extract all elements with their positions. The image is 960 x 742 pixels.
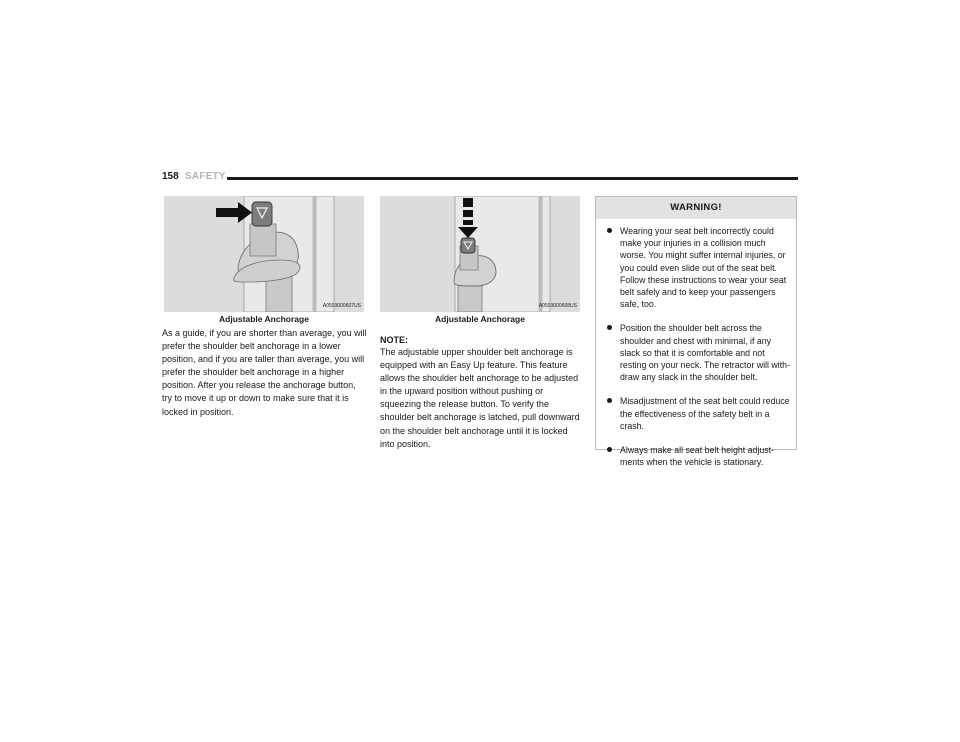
- header-rule: [227, 177, 798, 180]
- figure-caption: Adjustable Anchorage: [219, 314, 309, 324]
- page-header: [162, 170, 798, 186]
- warning-item-text: Position the shoulder belt across the shoulder and chest with minimal, if any slack so that it is comfortable and not resting on your neck. The retractor will with-draw any slack in the shoulder belt.: [620, 323, 790, 383]
- warning-item: [606, 444, 790, 468]
- bullet-icon: [607, 398, 612, 403]
- warning-item-text: Wearing your seat belt incorrectly could make your injuries in a collision much worse. You might suffer internal injuries, or you could even slide out of the seat belt. Follow these instructions to wear your seat belt safely and to keep your passengers safe, too.: [620, 226, 787, 310]
- bullet-icon: [607, 325, 612, 330]
- warning-item: [606, 225, 790, 310]
- warning-list: [596, 219, 796, 468]
- anchorage-illustration-1: [164, 196, 364, 312]
- warning-box: [595, 196, 797, 468]
- note-text: The adjustable upper shoulder belt anchorage is equipped with an Easy Up feature. This feature allows the shoulder belt anchorage to be adjusted in the upward position without pushing or squeezing the release button. To verify the shoulder belt anchorage is latched, pull downward on the shoulder belt anchorage until it is locked into position.: [380, 347, 580, 449]
- anchorage-illustration-2: [380, 196, 580, 312]
- bullet-icon: [607, 228, 612, 233]
- note-label: NOTE:: [380, 335, 408, 345]
- section-title: SAFETY: [185, 171, 226, 182]
- figure-caption: Adjustable Anchorage: [435, 314, 525, 324]
- body-paragraph: As a guide, if you are shorter than average, you will prefer the shoulder belt anchorage in a lower position, and if you are taller than average, you will prefer the shoulder belt anchorage in a higher position. After you release the anchorage button, try to move it up or down to make sure that it is locked in position.: [162, 328, 367, 417]
- warning-item: [606, 395, 790, 432]
- warning-item-text: Misadjustment of the seat belt could reduce the effectiveness of the safety belt in a crash.: [620, 396, 790, 431]
- warning-title: WARNING!: [596, 197, 796, 219]
- warning-item-text: Always make all seat belt height adjust-ments when the vehicle is stationary.: [620, 445, 775, 468]
- figure-adjustable-anchorage-2: [380, 196, 580, 312]
- bullet-icon: [607, 447, 612, 452]
- page-number: 158: [162, 171, 179, 182]
- figure-adjustable-anchorage-1: [164, 196, 364, 312]
- warning-item: [606, 322, 790, 383]
- figure-code: A0503000608US: [538, 303, 577, 309]
- figure-code: A0503000607US: [322, 303, 361, 309]
